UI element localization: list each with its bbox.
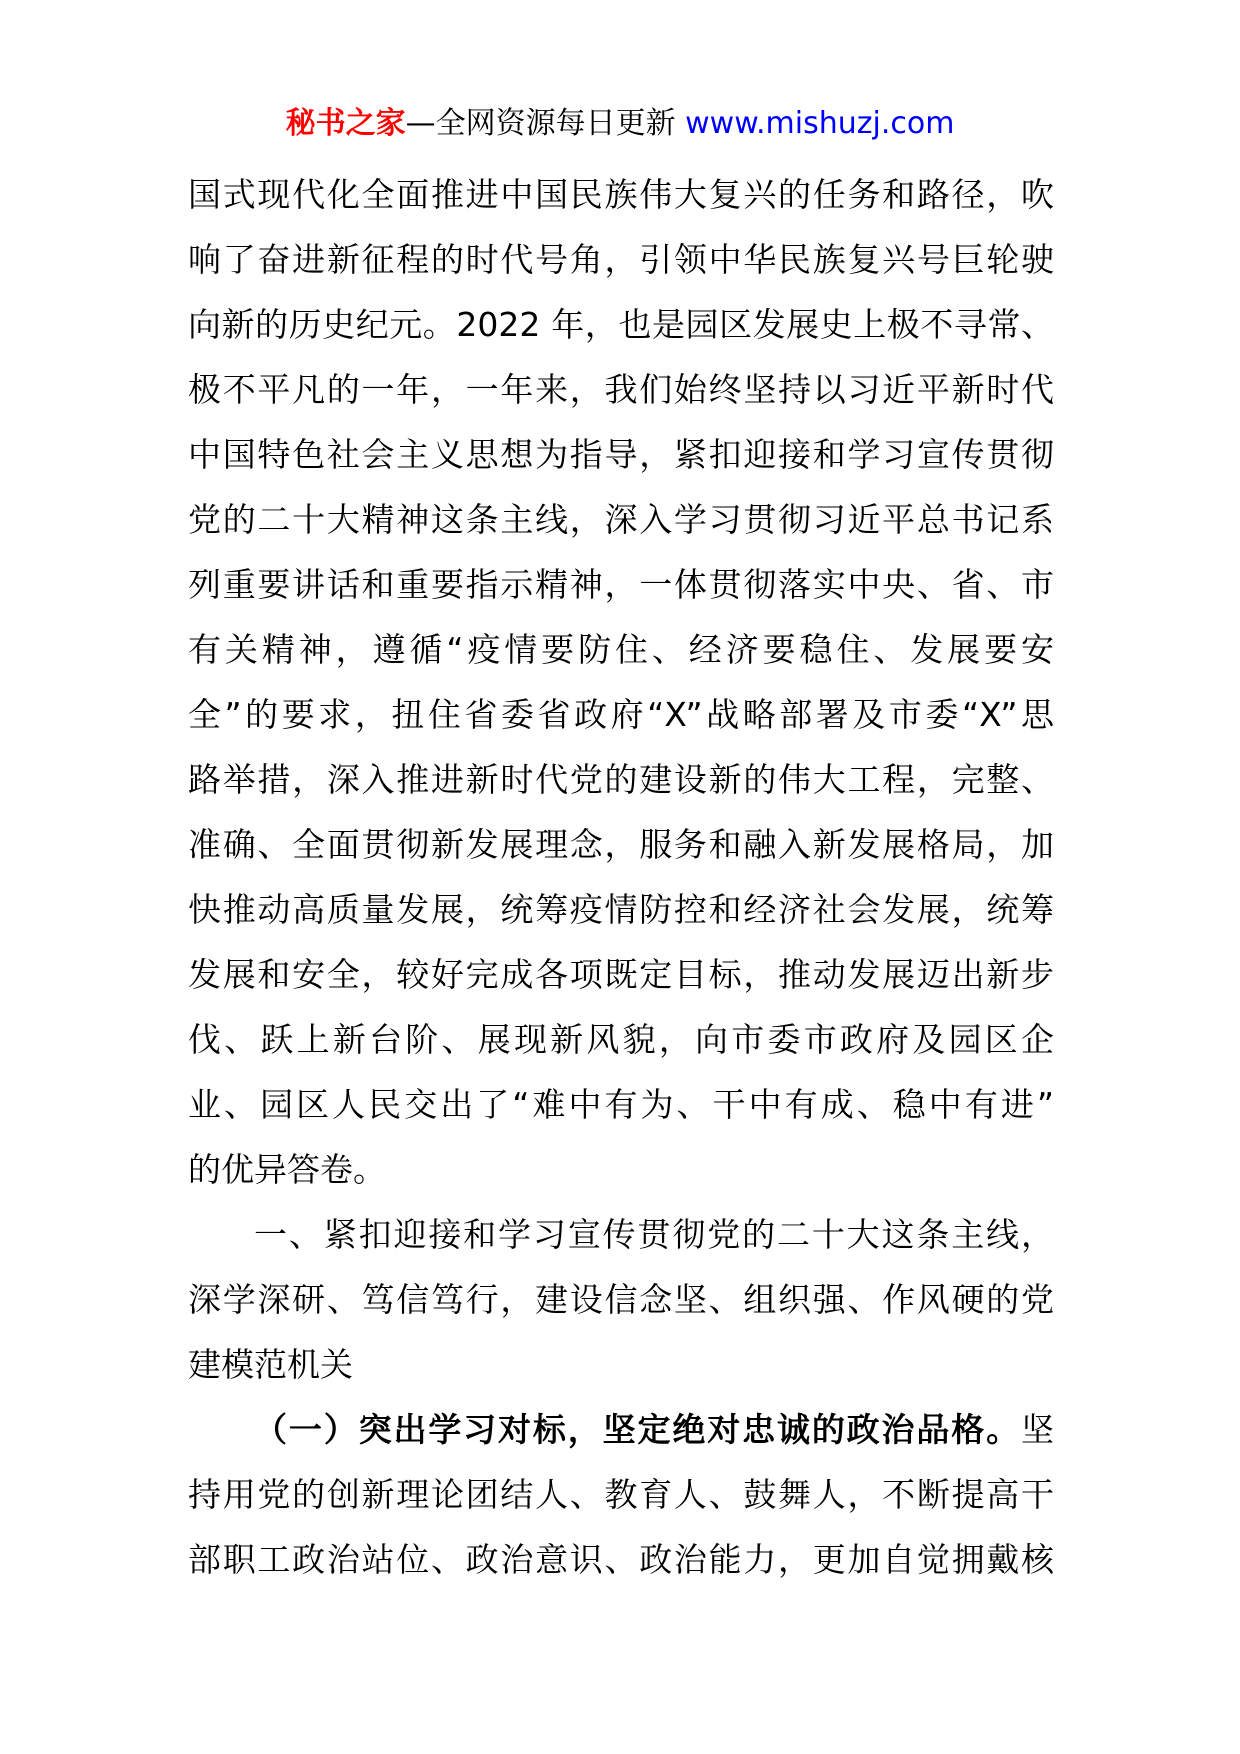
site-url-link[interactable]: www.mishuzj.com bbox=[685, 106, 955, 141]
text-line: 党的二十大精神这条主线，深入学习贯彻习近平总书记系 bbox=[188, 500, 1054, 539]
subsection-first-line bbox=[188, 1397, 1054, 1462]
subsection-lead-tail: 坚 bbox=[1021, 1410, 1054, 1449]
section-heading-line: 建模范机关 bbox=[188, 1345, 353, 1384]
text-line: 路举措，深入推进新时代党的建设新的伟大工程，完整、 bbox=[188, 760, 1054, 799]
text-line: 快推动高质量发展，统筹疫情防控和经济社会发展，统筹 bbox=[188, 890, 1054, 929]
text-line: 有关精神，遵循“疫情要防住、经济要稳住、发展要安 bbox=[188, 630, 1054, 669]
text-line: 准确、全面贯彻新发展理念，服务和融入新发展格局，加 bbox=[188, 825, 1054, 864]
text-line: 向新的历史纪元。2022 年，也是园区发展史上极不寻常、 bbox=[188, 305, 1054, 344]
site-brand: 秘书之家 bbox=[285, 106, 406, 141]
text-line: 伐、跃上新台阶、展现新风貌，向市委市政府及园区企 bbox=[188, 1020, 1054, 1059]
text-line: 中国特色社会主义思想为指导，紧扣迎接和学习宣传贯彻 bbox=[188, 435, 1054, 474]
text-line: 响了奋进新征程的时代号角，引领中华民族复兴号巨轮驶 bbox=[188, 240, 1054, 279]
text-line: 业、园区人民交出了“难中有为、干中有成、稳中有进” bbox=[188, 1085, 1054, 1124]
subsection-heading: （一）突出学习对标，坚定绝对忠诚的政治品格。 bbox=[254, 1410, 1021, 1449]
section-heading bbox=[188, 1202, 1054, 1397]
text-line: 发展和安全，较好完成各项既定目标，推动发展迈出新步 bbox=[188, 955, 1054, 994]
site-header bbox=[0, 102, 1240, 146]
section-heading-line: 一、紧扣迎接和学习宣传贯彻党的二十大这条主线， bbox=[254, 1215, 1054, 1254]
text-line: 国式现代化全面推进中国民族伟大复兴的任务和路径，吹 bbox=[188, 175, 1054, 214]
text-line: 列重要讲话和重要指示精神，一体贯彻落实中央、省、市 bbox=[188, 565, 1054, 604]
text-line: 的优异答卷。 bbox=[188, 1150, 386, 1189]
text-line: 部职工政治站位、政治意识、政治能力，更加自觉拥戴核 bbox=[188, 1540, 1054, 1579]
text-line: 持用党的创新理论团结人、教育人、鼓舞人，不断提高干 bbox=[188, 1475, 1054, 1514]
document-body bbox=[188, 162, 1054, 1592]
site-tagline: —全网资源每日更新 bbox=[405, 106, 676, 141]
text-line: 极不平凡的一年，一年来，我们始终坚持以习近平新时代 bbox=[188, 370, 1054, 409]
text-line: 全”的要求，扭住省委省政府“X”战略部署及市委“X”思 bbox=[188, 695, 1054, 734]
paragraph-1 bbox=[188, 162, 1054, 1202]
subsection-paragraph bbox=[188, 1397, 1054, 1592]
section-heading-line: 深学深研、笃信笃行，建设信念坚、组织强、作风硬的党 bbox=[188, 1280, 1054, 1319]
